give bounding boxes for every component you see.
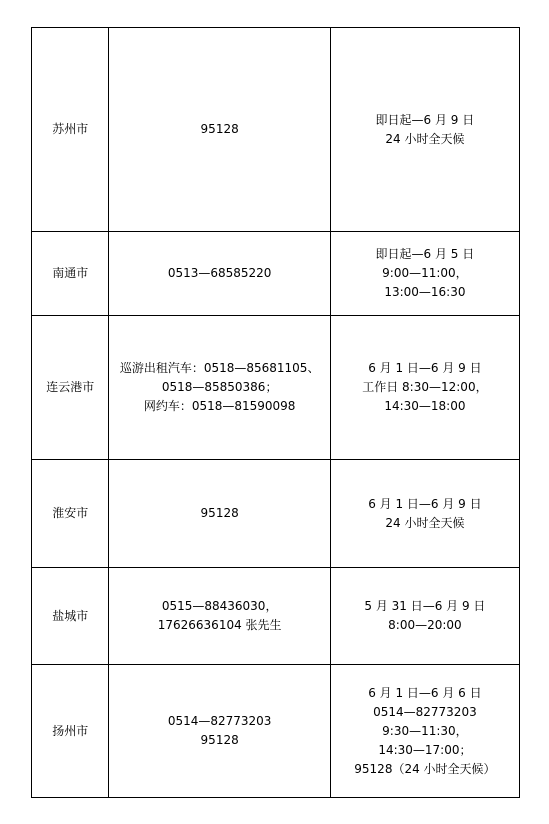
time-line: 5 月 31 日—6 月 9 日 [364, 599, 486, 613]
time-line: 即日起—6 月 9 日 [375, 112, 475, 127]
phone-line: 0514—82773203 [167, 714, 272, 728]
city-cell [32, 665, 109, 798]
service-time-cell [330, 568, 519, 665]
time-line: 9:30—11:30， [382, 723, 468, 738]
city-name: 扬州市 [52, 723, 89, 738]
city-name: 连云港市 [46, 380, 95, 394]
time-line: 14:30—17:00； [378, 742, 472, 757]
service-time-cell [330, 28, 519, 232]
city-name: 苏州市 [52, 122, 89, 136]
table-row [32, 316, 520, 460]
city-name: 盐城市 [52, 608, 89, 623]
time-line: 6 月 1 日—6 月 6 日 [368, 685, 482, 700]
city-hotline-table [31, 27, 520, 798]
phone-line: 0513—68585220 [167, 266, 272, 280]
phone-cell [109, 316, 330, 460]
phone-line: 0518—85850386； [161, 380, 278, 394]
city-name: 淮安市 [52, 506, 89, 520]
time-line: 8:00—20:00 [388, 618, 462, 632]
time-line: 6 月 1 日—6 月 9 日 [368, 361, 482, 375]
city-cell [32, 568, 109, 665]
time-line: 95128（24 小时全天候） [354, 761, 496, 776]
phone-line: 网约车：0518—81590098 [143, 399, 296, 413]
phone-cell [109, 568, 330, 665]
time-line: 9:00—11:00， [382, 266, 468, 280]
phone-line: 95128 [200, 733, 239, 747]
phone-line: 95128 [200, 506, 239, 520]
service-time-cell [330, 460, 519, 568]
time-line: 24 小时全天候 [385, 131, 465, 146]
phone-cell [109, 665, 330, 798]
phone-cell [109, 232, 330, 316]
time-line: 0514—82773203 [373, 704, 477, 719]
phone-line: 95128 [200, 122, 239, 136]
phone-line: 0515—88436030， [161, 599, 278, 613]
time-line: 工作日 8:30—12:00， [362, 380, 488, 394]
table-row [32, 568, 520, 665]
city-name: 南通市 [52, 266, 89, 280]
time-line: 即日起—6 月 5 日 [375, 247, 475, 261]
service-time-cell [330, 232, 519, 316]
phone-cell [109, 28, 330, 232]
table-row [32, 665, 520, 798]
time-line: 13:00—16:30 [384, 285, 466, 299]
phone-cell [109, 460, 330, 568]
city-cell [32, 28, 109, 232]
city-cell [32, 316, 109, 460]
table-row [32, 460, 520, 568]
city-cell [32, 232, 109, 316]
time-line: 24 小时全天候 [385, 515, 465, 530]
service-time-cell [330, 316, 519, 460]
city-cell [32, 460, 109, 568]
table-row [32, 232, 520, 316]
phone-line: 17626636104 张先生 [157, 618, 282, 632]
service-time-cell [330, 665, 519, 798]
table-row [32, 28, 520, 232]
phone-line: 巡游出租汽车：0518—85681105、 [119, 361, 320, 375]
time-line: 14:30—18:00 [384, 399, 466, 413]
time-line: 6 月 1 日—6 月 9 日 [368, 496, 482, 511]
